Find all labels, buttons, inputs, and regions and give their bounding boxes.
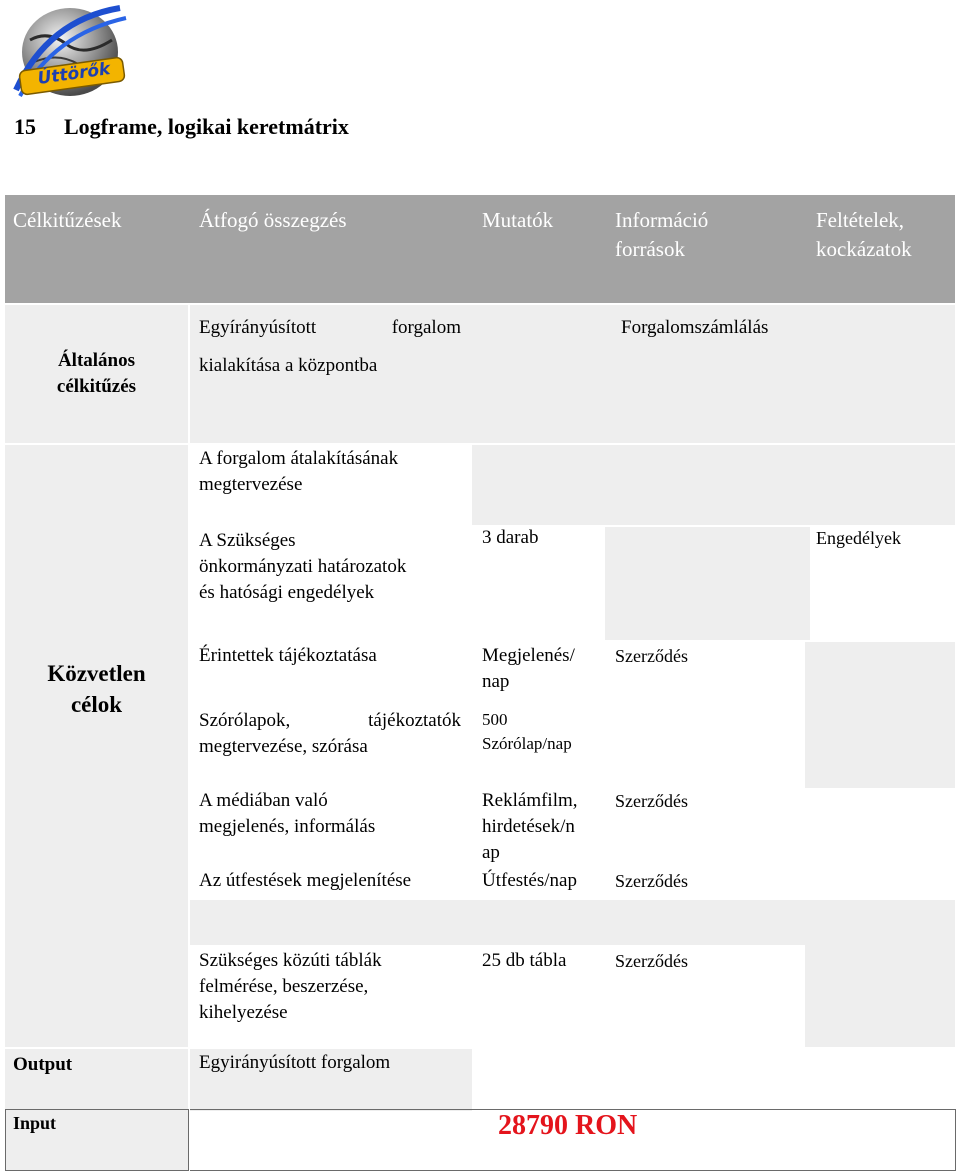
direct-row-2-indicator-line2: nap	[482, 671, 510, 692]
shade-cell-d	[805, 640, 955, 788]
divider	[955, 1109, 956, 1171]
direct-row-6-summary-line1: Szükséges közúti táblák	[199, 950, 382, 971]
general-source: Forgalomszámlálás	[621, 317, 769, 338]
direct-label-line1: Közvetlen	[47, 661, 146, 686]
direct-row-2-indicator-line1: Megjelenés/	[482, 645, 575, 666]
header-indicators: Mutatók	[482, 208, 554, 232]
direct-row-3-summary-word1: Szórólapok,	[199, 710, 291, 731]
direct-row-2-source: Szerződés	[615, 646, 688, 666]
input-label: Input	[13, 1113, 57, 1133]
direct-row-5-source: Szerződés	[615, 871, 688, 891]
divider	[188, 303, 190, 1171]
direct-row-5-summary: Az útfestések megjelenítése	[199, 870, 412, 891]
divider	[5, 1109, 6, 1171]
shade-cell-a	[472, 443, 605, 525]
direct-row-5-indicator: Útfestés/nap	[482, 870, 577, 891]
direct-row-2-summary: Érintettek tájékoztatása	[199, 645, 377, 666]
divider	[188, 1109, 189, 1171]
direct-row-4-source: Szerződés	[615, 791, 688, 811]
section-number: 15	[14, 114, 36, 139]
input-value: 28790 RON	[498, 1110, 638, 1141]
direct-row-6-source: Szerződés	[615, 951, 688, 971]
general-summary-line1	[199, 315, 461, 341]
divider	[5, 443, 955, 445]
output-label: Output	[13, 1054, 73, 1075]
direct-row-3-indicator-line1: 500	[482, 710, 508, 729]
header-sources-line2: források	[615, 237, 685, 261]
direct-row-6-summary-line3: kihelyezése	[199, 1002, 288, 1023]
logo-text: Úttörők	[36, 59, 112, 89]
general-summary-word2: forgalom	[391, 317, 461, 338]
section-title: Logframe, logikai keretmátrix	[64, 114, 349, 139]
logo	[8, 0, 132, 110]
shade-cell-c	[605, 525, 810, 640]
shade-cell-e	[805, 945, 955, 1047]
general-summary-word1: Egyírányúsított	[199, 317, 317, 338]
direct-row-4-indicator-line1: Reklámfilm,	[482, 790, 578, 811]
header-sources-line1: Információ	[615, 208, 709, 232]
direct-row-1-summary-line3: és hatósági engedélyek	[199, 582, 375, 603]
direct-row-1-summary-line1: A Szükséges	[199, 530, 296, 551]
direct-row-4-indicator-line3: ap	[482, 842, 500, 863]
direct-row-3-indicator-line2: Szórólap/nap	[482, 734, 572, 753]
direct-row-6-indicator: 25 db tábla	[482, 950, 567, 971]
header-risks-line1: Feltételek,	[816, 208, 905, 232]
direct-row-1-risk: Engedélyek	[816, 528, 901, 548]
header-objectives: Célkitűzések	[13, 208, 122, 232]
shade-cell-b	[605, 443, 955, 525]
direct-row-3-summary-word2: tájékoztatók	[368, 710, 461, 731]
divider	[5, 1109, 955, 1110]
direct-row-3-summary-line1	[199, 708, 461, 734]
divider	[5, 1170, 955, 1171]
divider	[5, 303, 955, 305]
direct-row-0-summary-line2: megtervezése	[199, 474, 303, 495]
direct-label-shade	[5, 443, 188, 1047]
general-label-line1: Általános	[57, 350, 136, 371]
direct-label-line2: célok	[70, 692, 123, 717]
output-blank	[472, 1047, 955, 1111]
direct-row-4-indicator-line2: hirdetések/n	[482, 816, 575, 837]
table-header-row	[5, 195, 955, 303]
output-summary: Egyirányúsított forgalom	[199, 1052, 391, 1073]
direct-row-6-summary-line2: felmérése, beszerzése,	[199, 976, 369, 997]
divider	[605, 640, 955, 642]
divider	[5, 1047, 955, 1049]
shade-gap	[188, 900, 955, 945]
direct-row-0-summary-line1: A forgalom átalakításának	[199, 448, 399, 469]
section-heading	[14, 114, 349, 140]
globe-logo-icon	[8, 0, 132, 110]
direct-row-1-indicator: 3 darab	[482, 527, 539, 548]
direct-row-1-summary-line2: önkormányzati határozatok	[199, 556, 407, 577]
direct-row-3-summary-line2: megtervezése, szórása	[199, 736, 368, 757]
header-risks-line2: kockázatok	[816, 237, 912, 261]
direct-row-4-summary-line2: megjelenés, informálás	[199, 816, 376, 837]
header-summary: Átfogó összegzés	[199, 208, 347, 232]
general-label-line2: célkitűzés	[56, 376, 137, 397]
general-summary-line2: kialakítása a központba	[199, 355, 378, 376]
direct-row-4-summary-line1: A médiában való	[199, 790, 328, 811]
